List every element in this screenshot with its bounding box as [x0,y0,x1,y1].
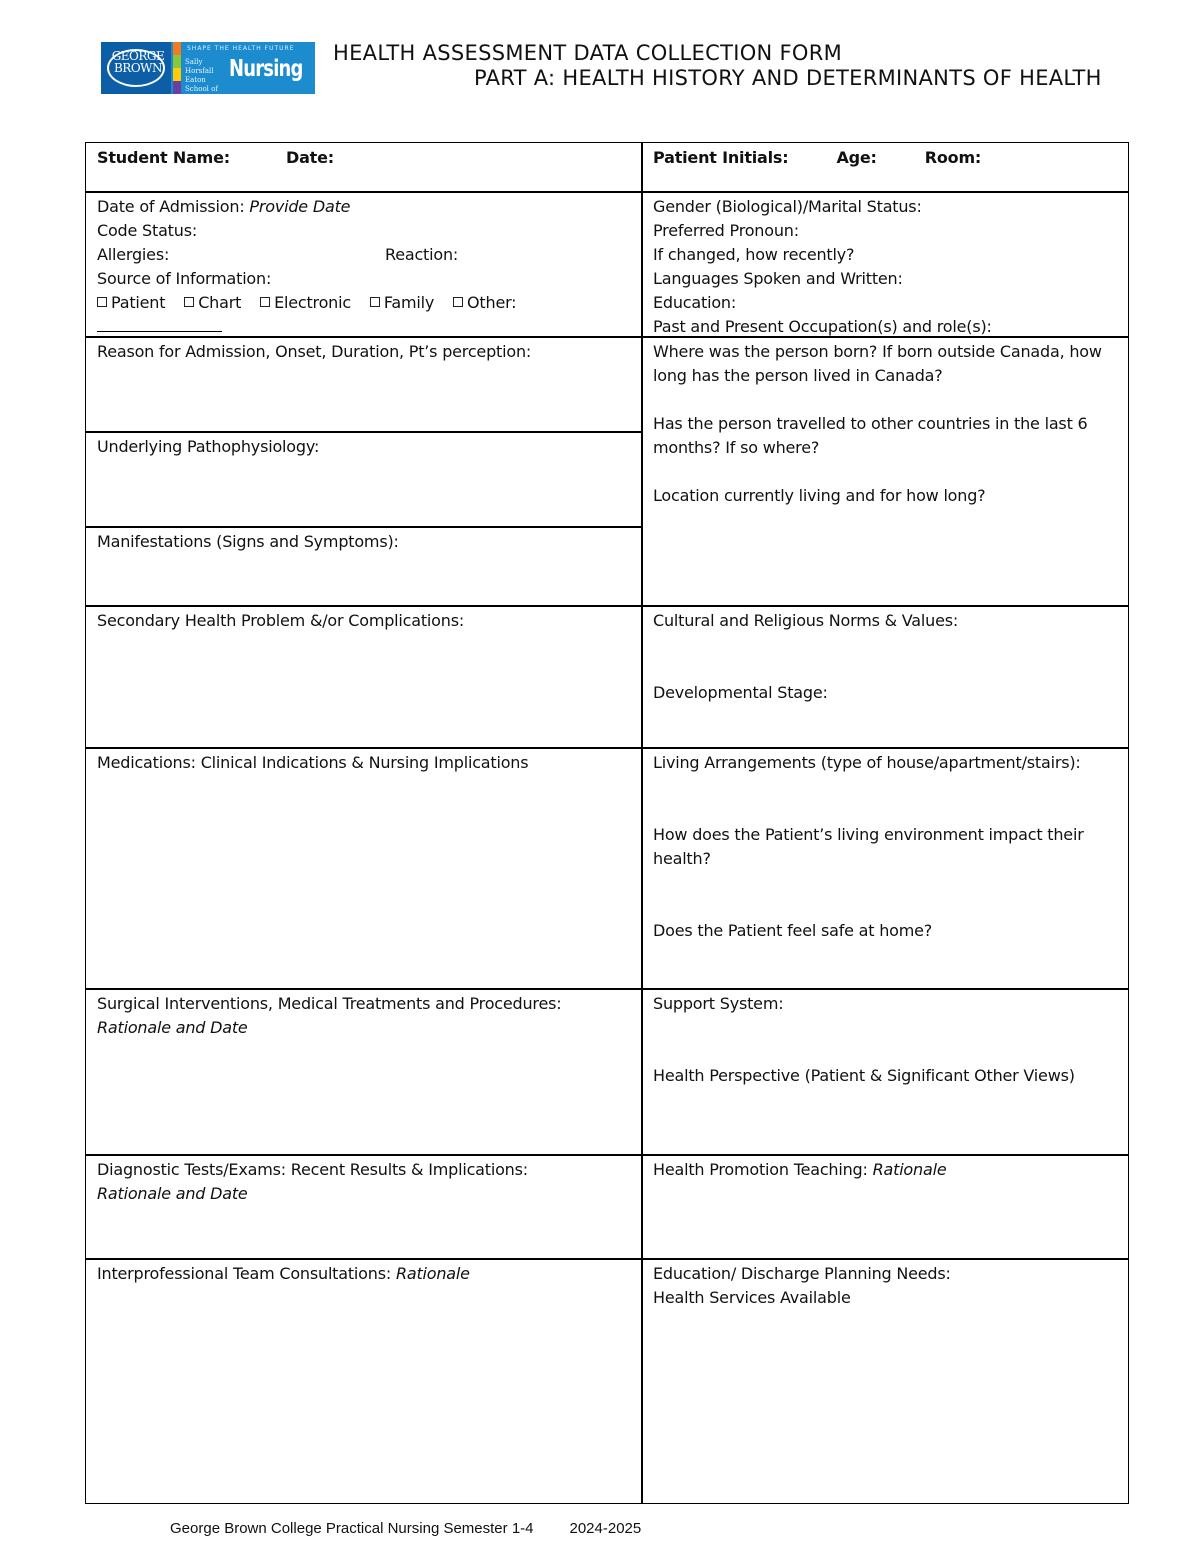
reaction-label: Reaction: [385,245,459,264]
admission-date-hint: Provide Date [249,197,351,216]
source-options [97,291,641,315]
logo-school-name: Sally Horsfall Eaton School of [185,58,218,93]
student-info-cell[interactable] [86,143,641,191]
travel-label: Has the person travelled to other countries in the last 6 months? If so where? [653,414,1088,457]
pronoun-change-label: If changed, how recently? [653,245,855,264]
gender-label: Gender (Biological)/Marital Status: [653,197,922,216]
reason-cell[interactable] [86,337,641,431]
date-label: Date: [286,148,334,167]
support-system-label: Support System: [653,994,784,1013]
logo-color-bars [173,42,181,94]
logo-wordmark: Nursing [229,56,303,82]
pathophysiology-cell[interactable] [86,432,641,526]
reason-label: Reason for Admission, Onset, Duration, Pt’s perception: [97,342,532,361]
support-cell[interactable] [642,989,1128,1154]
age-label: Age: [836,148,877,167]
checkbox-icon[interactable] [260,297,270,307]
logo-tagline: SHAPE THE HEALTH FUTURE [187,45,295,52]
checkbox-icon[interactable] [97,297,107,307]
footer-text: George Brown College Practical Nursing Semester 1-4 [170,1520,534,1537]
form-table [85,142,1129,1504]
languages-label: Languages Spoken and Written: [653,269,903,288]
discharge-planning-cell[interactable] [642,1259,1128,1503]
health-promotion-hint: Rationale [872,1160,947,1179]
interprofessional-cell[interactable] [86,1259,641,1503]
interprofessional-hint: Rationale [395,1264,470,1283]
secondary-problems-label: Secondary Health Problem &/or Complications: [97,611,465,630]
source-option-other[interactable]: Other: [453,293,516,312]
source-option-chart[interactable]: Chart [184,293,241,312]
code-status-label: Code Status: [97,221,198,240]
medications-cell[interactable] [86,748,641,988]
patient-initials-label: Patient Initials: [653,148,789,167]
manifestations-label: Manifestations (Signs and Symptoms): [97,532,399,551]
diagnostic-hint: Rationale and Date [97,1184,248,1203]
diagnostic-cell[interactable] [86,1155,641,1258]
discharge-planning-label: Education/ Discharge Planning Needs: [653,1264,951,1283]
logo-college-name: GEORGE BROWN [111,49,165,75]
occupation-label: Past and Present Occupation(s) and role(s): [653,317,992,336]
demographics-cell[interactable] [642,192,1128,336]
current-location-label: Location currently living and for how long? [653,486,986,505]
other-source-blank[interactable] [97,322,222,332]
health-promotion-cell[interactable] [642,1155,1128,1258]
student-name-label: Student Name: [97,148,230,167]
living-arrangements-label: Living Arrangements (type of house/apartment/stairs): [653,753,1081,772]
source-option-family[interactable]: Family [370,293,434,312]
safe-at-home-label: Does the Patient feel safe at home? [653,921,933,940]
page-footer [170,1520,677,1537]
diagnostic-label: Diagnostic Tests/Exams: Recent Results & Implications: [97,1160,528,1179]
footer-year: 2024-2025 [569,1520,642,1537]
room-label: Room: [924,148,982,167]
form-title: HEALTH ASSESSMENT DATA COLLECTION FORM [333,41,843,65]
patient-info-cell[interactable] [642,143,1128,191]
admission-cell[interactable] [86,192,641,336]
origin-travel-cell[interactable] [642,337,1128,605]
logo-emblem [101,42,171,94]
medications-label: Medications: Clinical Indications & Nursing Implications [97,753,529,772]
allergies-label: Allergies: [97,245,170,264]
source-option-patient[interactable]: Patient [97,293,165,312]
pronoun-label: Preferred Pronoun: [653,221,799,240]
college-logo [101,42,315,94]
surgical-cell[interactable] [86,989,641,1154]
developmental-stage-label: Developmental Stage: [653,683,828,702]
checkbox-icon[interactable] [453,297,463,307]
education-label: Education: [653,293,737,312]
checkbox-icon[interactable] [184,297,194,307]
source-label: Source of Information: [97,269,272,288]
health-services-label: Health Services Available [653,1288,851,1307]
cultural-norms-label: Cultural and Religious Norms & Values: [653,611,959,630]
living-cell[interactable] [642,748,1128,988]
birthplace-label: Where was the person born? If born outside Canada, how long has the person lived in Canada? [653,342,1102,385]
surgical-label: Surgical Interventions, Medical Treatments and Procedures: [97,994,562,1013]
form-subtitle: PART A: HEALTH HISTORY AND DETERMINANTS OF HEALTH [474,66,1102,90]
source-option-electronic[interactable]: Electronic [260,293,351,312]
health-perspective-label: Health Perspective (Patient & Significant Other Views) [653,1066,1075,1085]
health-promotion-label: Health Promotion Teaching: [653,1160,868,1179]
interprofessional-label: Interprofessional Team Consultations: [97,1264,392,1283]
surgical-hint: Rationale and Date [97,1018,248,1037]
pathophysiology-label: Underlying Pathophysiology: [97,437,320,456]
culture-cell[interactable] [642,606,1128,747]
living-environment-label: How does the Patient’s living environment impact their health? [653,825,1084,868]
manifestations-cell[interactable] [86,527,641,605]
admission-date-label: Date of Admission: [97,197,245,216]
checkbox-icon[interactable] [370,297,380,307]
secondary-problems-cell[interactable] [86,606,641,747]
